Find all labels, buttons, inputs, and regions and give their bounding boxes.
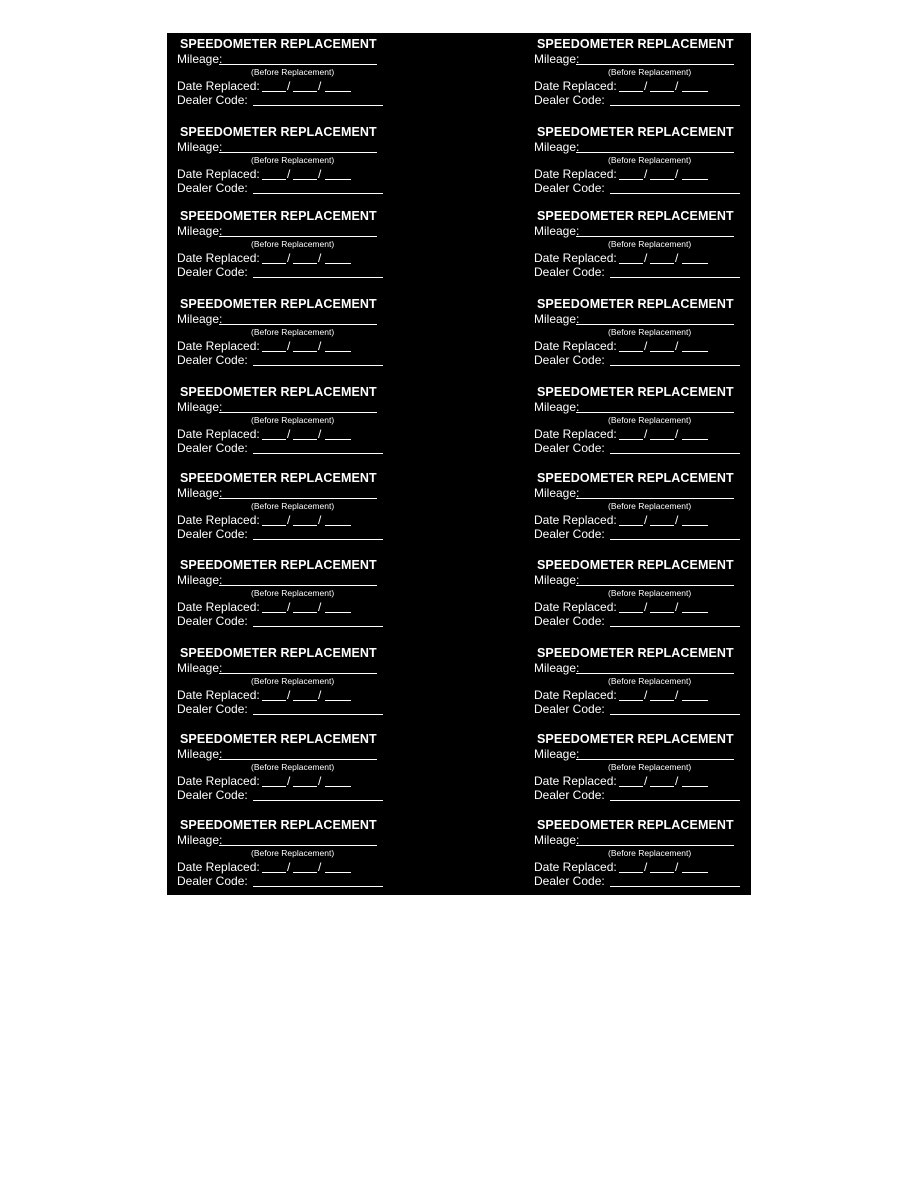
date-slash: / (318, 774, 322, 788)
dealer-code-label: Dealer Code: (534, 181, 605, 195)
mileage-write-line (576, 759, 734, 760)
label-title: SPEEDOMETER REPLACEMENT (537, 297, 734, 311)
date-year-blank (682, 179, 708, 180)
date-slash: / (675, 774, 679, 788)
date-day-blank (650, 872, 674, 873)
date-slash: / (318, 427, 322, 441)
date-month-blank (262, 351, 286, 352)
date-day-blank (293, 263, 317, 264)
dealer-code-label: Dealer Code: (177, 353, 248, 367)
date-month-blank (619, 872, 643, 873)
before-replacement-note: (Before Replacement) (251, 501, 335, 511)
date-day-blank (650, 439, 674, 440)
date-day-blank (293, 351, 317, 352)
mileage-label: Mileage: (177, 52, 223, 66)
date-day-blank (293, 91, 317, 92)
dealer-code-write-line (610, 626, 740, 627)
date-month-blank (262, 786, 286, 787)
dealer-code-label: Dealer Code: (177, 265, 248, 279)
date-replaced-label: Date Replaced: (534, 860, 617, 874)
dealer-code-write-line (610, 105, 740, 106)
mileage-label: Mileage: (177, 573, 223, 587)
dealer-code-label: Dealer Code: (534, 93, 605, 107)
before-replacement-note: (Before Replacement) (251, 327, 335, 337)
dealer-code-write-line (253, 453, 383, 454)
date-day-blank (293, 700, 317, 701)
date-replaced-label: Date Replaced: (534, 600, 617, 614)
mileage-write-line (219, 236, 377, 237)
date-slash: / (318, 251, 322, 265)
mileage-write-line (576, 236, 734, 237)
date-replaced-label: Date Replaced: (534, 339, 617, 353)
speedometer-replacement-label (524, 381, 764, 467)
dealer-code-write-line (253, 277, 383, 278)
dealer-code-label: Dealer Code: (534, 788, 605, 802)
dealer-code-write-line (253, 886, 383, 887)
label-title: SPEEDOMETER REPLACEMENT (537, 471, 734, 485)
date-slash: / (644, 427, 648, 441)
dealer-code-write-line (610, 193, 740, 194)
date-day-blank (650, 786, 674, 787)
speedometer-label-sheet (167, 33, 751, 895)
mileage-label: Mileage: (177, 486, 223, 500)
label-title: SPEEDOMETER REPLACEMENT (537, 558, 734, 572)
date-slash: / (675, 860, 679, 874)
date-day-blank (650, 525, 674, 526)
speedometer-replacement-label (167, 728, 407, 814)
date-replaced-label: Date Replaced: (177, 427, 260, 441)
dealer-code-label: Dealer Code: (177, 181, 248, 195)
label-title: SPEEDOMETER REPLACEMENT (537, 818, 734, 832)
date-slash: / (644, 600, 648, 614)
dealer-code-label: Dealer Code: (177, 93, 248, 107)
date-day-blank (650, 263, 674, 264)
date-day-blank (650, 612, 674, 613)
mileage-label: Mileage: (534, 400, 580, 414)
speedometer-replacement-label (524, 642, 764, 728)
before-replacement-note: (Before Replacement) (608, 415, 692, 425)
date-slash: / (675, 167, 679, 181)
date-year-blank (682, 525, 708, 526)
date-replaced-label: Date Replaced: (177, 167, 260, 181)
mileage-write-line (219, 412, 377, 413)
mileage-write-line (576, 673, 734, 674)
date-slash: / (675, 79, 679, 93)
dealer-code-label: Dealer Code: (534, 527, 605, 541)
dealer-code-label: Dealer Code: (534, 265, 605, 279)
dealer-code-write-line (610, 800, 740, 801)
date-month-blank (262, 263, 286, 264)
label-title: SPEEDOMETER REPLACEMENT (180, 471, 377, 485)
date-slash: / (675, 600, 679, 614)
dealer-code-write-line (253, 193, 383, 194)
date-month-blank (262, 700, 286, 701)
before-replacement-note: (Before Replacement) (608, 155, 692, 165)
date-month-blank (262, 525, 286, 526)
date-slash: / (644, 79, 648, 93)
mileage-write-line (576, 412, 734, 413)
date-slash: / (318, 339, 322, 353)
date-slash: / (287, 339, 291, 353)
label-title: SPEEDOMETER REPLACEMENT (180, 209, 377, 223)
label-title: SPEEDOMETER REPLACEMENT (180, 732, 377, 746)
mileage-write-line (219, 673, 377, 674)
mileage-write-line (576, 845, 734, 846)
date-month-blank (262, 612, 286, 613)
dealer-code-label: Dealer Code: (177, 874, 248, 888)
date-month-blank (619, 179, 643, 180)
date-slash: / (318, 167, 322, 181)
label-title: SPEEDOMETER REPLACEMENT (537, 646, 734, 660)
dealer-code-write-line (253, 539, 383, 540)
before-replacement-note: (Before Replacement) (251, 676, 335, 686)
speedometer-replacement-label (524, 293, 764, 379)
date-day-blank (650, 351, 674, 352)
date-slash: / (287, 427, 291, 441)
mileage-label: Mileage: (534, 833, 580, 847)
date-year-blank (325, 525, 351, 526)
date-day-blank (293, 612, 317, 613)
label-title: SPEEDOMETER REPLACEMENT (537, 732, 734, 746)
date-month-blank (619, 786, 643, 787)
date-month-blank (619, 263, 643, 264)
before-replacement-note: (Before Replacement) (251, 848, 335, 858)
date-year-blank (325, 612, 351, 613)
date-month-blank (619, 351, 643, 352)
before-replacement-note: (Before Replacement) (251, 239, 335, 249)
date-slash: / (644, 513, 648, 527)
speedometer-replacement-label (167, 642, 407, 728)
label-title: SPEEDOMETER REPLACEMENT (537, 385, 734, 399)
speedometer-replacement-label (524, 121, 764, 207)
date-slash: / (644, 774, 648, 788)
speedometer-replacement-label (167, 381, 407, 467)
date-slash: / (644, 339, 648, 353)
speedometer-replacement-label (167, 205, 407, 291)
dealer-code-label: Dealer Code: (534, 353, 605, 367)
dealer-code-label: Dealer Code: (177, 441, 248, 455)
dealer-code-write-line (610, 714, 740, 715)
date-month-blank (262, 91, 286, 92)
mileage-label: Mileage: (534, 224, 580, 238)
date-replaced-label: Date Replaced: (534, 774, 617, 788)
speedometer-replacement-label (524, 554, 764, 640)
date-year-blank (682, 91, 708, 92)
speedometer-replacement-label (167, 554, 407, 640)
dealer-code-write-line (610, 453, 740, 454)
date-slash: / (644, 688, 648, 702)
date-slash: / (644, 251, 648, 265)
date-day-blank (293, 872, 317, 873)
date-slash: / (318, 79, 322, 93)
label-title: SPEEDOMETER REPLACEMENT (180, 297, 377, 311)
dealer-code-label: Dealer Code: (534, 874, 605, 888)
date-month-blank (262, 439, 286, 440)
date-replaced-label: Date Replaced: (534, 251, 617, 265)
date-slash: / (644, 167, 648, 181)
date-slash: / (318, 513, 322, 527)
before-replacement-note: (Before Replacement) (251, 588, 335, 598)
mileage-label: Mileage: (534, 747, 580, 761)
date-year-blank (325, 263, 351, 264)
label-title: SPEEDOMETER REPLACEMENT (180, 558, 377, 572)
date-slash: / (287, 688, 291, 702)
date-slash: / (318, 688, 322, 702)
date-slash: / (644, 860, 648, 874)
mileage-label: Mileage: (177, 224, 223, 238)
date-slash: / (287, 167, 291, 181)
label-title: SPEEDOMETER REPLACEMENT (180, 818, 377, 832)
label-title: SPEEDOMETER REPLACEMENT (537, 37, 734, 51)
date-replaced-label: Date Replaced: (177, 774, 260, 788)
date-year-blank (682, 263, 708, 264)
date-year-blank (325, 439, 351, 440)
mileage-label: Mileage: (177, 312, 223, 326)
date-year-blank (682, 439, 708, 440)
mileage-label: Mileage: (534, 312, 580, 326)
date-day-blank (650, 700, 674, 701)
dealer-code-write-line (253, 365, 383, 366)
date-slash: / (675, 339, 679, 353)
mileage-label: Mileage: (534, 661, 580, 675)
speedometer-replacement-label (167, 467, 407, 553)
before-replacement-note: (Before Replacement) (608, 588, 692, 598)
date-slash: / (675, 688, 679, 702)
date-year-blank (682, 351, 708, 352)
label-title: SPEEDOMETER REPLACEMENT (537, 209, 734, 223)
mileage-write-line (576, 152, 734, 153)
date-year-blank (682, 786, 708, 787)
label-title: SPEEDOMETER REPLACEMENT (180, 37, 377, 51)
dealer-code-label: Dealer Code: (177, 788, 248, 802)
speedometer-replacement-label (524, 728, 764, 814)
date-year-blank (682, 612, 708, 613)
date-slash: / (675, 251, 679, 265)
before-replacement-note: (Before Replacement) (608, 67, 692, 77)
date-month-blank (619, 525, 643, 526)
date-day-blank (293, 179, 317, 180)
date-replaced-label: Date Replaced: (177, 339, 260, 353)
date-slash: / (287, 251, 291, 265)
date-replaced-label: Date Replaced: (177, 860, 260, 874)
mileage-write-line (219, 498, 377, 499)
date-replaced-label: Date Replaced: (177, 513, 260, 527)
date-year-blank (682, 872, 708, 873)
date-day-blank (293, 439, 317, 440)
mileage-write-line (219, 845, 377, 846)
date-day-blank (293, 525, 317, 526)
date-year-blank (682, 700, 708, 701)
date-month-blank (262, 179, 286, 180)
before-replacement-note: (Before Replacement) (608, 501, 692, 511)
before-replacement-note: (Before Replacement) (608, 762, 692, 772)
mileage-write-line (219, 585, 377, 586)
date-month-blank (619, 612, 643, 613)
mileage-label: Mileage: (177, 661, 223, 675)
speedometer-replacement-label (524, 467, 764, 553)
dealer-code-label: Dealer Code: (177, 702, 248, 716)
speedometer-replacement-label (524, 33, 764, 119)
date-replaced-label: Date Replaced: (534, 513, 617, 527)
date-year-blank (325, 179, 351, 180)
mileage-label: Mileage: (534, 573, 580, 587)
date-replaced-label: Date Replaced: (177, 79, 260, 93)
label-title: SPEEDOMETER REPLACEMENT (180, 646, 377, 660)
date-month-blank (619, 439, 643, 440)
date-month-blank (619, 700, 643, 701)
speedometer-replacement-label (167, 293, 407, 379)
before-replacement-note: (Before Replacement) (608, 848, 692, 858)
date-slash: / (287, 79, 291, 93)
date-year-blank (325, 351, 351, 352)
dealer-code-label: Dealer Code: (177, 614, 248, 628)
mileage-label: Mileage: (534, 140, 580, 154)
dealer-code-write-line (610, 277, 740, 278)
dealer-code-write-line (253, 105, 383, 106)
mileage-write-line (576, 324, 734, 325)
date-replaced-label: Date Replaced: (177, 251, 260, 265)
before-replacement-note: (Before Replacement) (251, 155, 335, 165)
mileage-label: Mileage: (177, 400, 223, 414)
mileage-write-line (576, 585, 734, 586)
speedometer-replacement-label (167, 814, 407, 900)
date-year-blank (325, 786, 351, 787)
date-slash: / (675, 513, 679, 527)
date-slash: / (318, 860, 322, 874)
date-day-blank (293, 786, 317, 787)
date-day-blank (650, 179, 674, 180)
date-replaced-label: Date Replaced: (177, 600, 260, 614)
date-slash: / (287, 774, 291, 788)
before-replacement-note: (Before Replacement) (608, 327, 692, 337)
label-title: SPEEDOMETER REPLACEMENT (537, 125, 734, 139)
mileage-write-line (219, 759, 377, 760)
dealer-code-label: Dealer Code: (534, 702, 605, 716)
date-replaced-label: Date Replaced: (534, 167, 617, 181)
dealer-code-write-line (253, 800, 383, 801)
dealer-code-write-line (610, 539, 740, 540)
before-replacement-note: (Before Replacement) (608, 239, 692, 249)
before-replacement-note: (Before Replacement) (608, 676, 692, 686)
date-year-blank (325, 700, 351, 701)
mileage-label: Mileage: (177, 140, 223, 154)
mileage-label: Mileage: (534, 486, 580, 500)
date-slash: / (318, 600, 322, 614)
speedometer-replacement-label (524, 814, 764, 900)
date-month-blank (262, 872, 286, 873)
mileage-write-line (576, 498, 734, 499)
speedometer-replacement-label (167, 33, 407, 119)
date-year-blank (325, 872, 351, 873)
date-replaced-label: Date Replaced: (177, 688, 260, 702)
before-replacement-note: (Before Replacement) (251, 415, 335, 425)
date-slash: / (287, 860, 291, 874)
dealer-code-write-line (253, 626, 383, 627)
date-slash: / (675, 427, 679, 441)
dealer-code-label: Dealer Code: (534, 614, 605, 628)
mileage-write-line (219, 324, 377, 325)
before-replacement-note: (Before Replacement) (251, 67, 335, 77)
date-slash: / (287, 513, 291, 527)
label-title: SPEEDOMETER REPLACEMENT (180, 125, 377, 139)
mileage-write-line (219, 64, 377, 65)
label-title: SPEEDOMETER REPLACEMENT (180, 385, 377, 399)
dealer-code-label: Dealer Code: (177, 527, 248, 541)
date-month-blank (619, 91, 643, 92)
mileage-label: Mileage: (177, 747, 223, 761)
dealer-code-label: Dealer Code: (534, 441, 605, 455)
date-year-blank (325, 91, 351, 92)
mileage-label: Mileage: (534, 52, 580, 66)
date-replaced-label: Date Replaced: (534, 688, 617, 702)
date-replaced-label: Date Replaced: (534, 427, 617, 441)
speedometer-replacement-label (167, 121, 407, 207)
dealer-code-write-line (610, 365, 740, 366)
mileage-label: Mileage: (177, 833, 223, 847)
mileage-write-line (219, 152, 377, 153)
date-replaced-label: Date Replaced: (534, 79, 617, 93)
dealer-code-write-line (610, 886, 740, 887)
before-replacement-note: (Before Replacement) (251, 762, 335, 772)
date-slash: / (287, 600, 291, 614)
dealer-code-write-line (253, 714, 383, 715)
mileage-write-line (576, 64, 734, 65)
speedometer-replacement-label (524, 205, 764, 291)
date-day-blank (650, 91, 674, 92)
